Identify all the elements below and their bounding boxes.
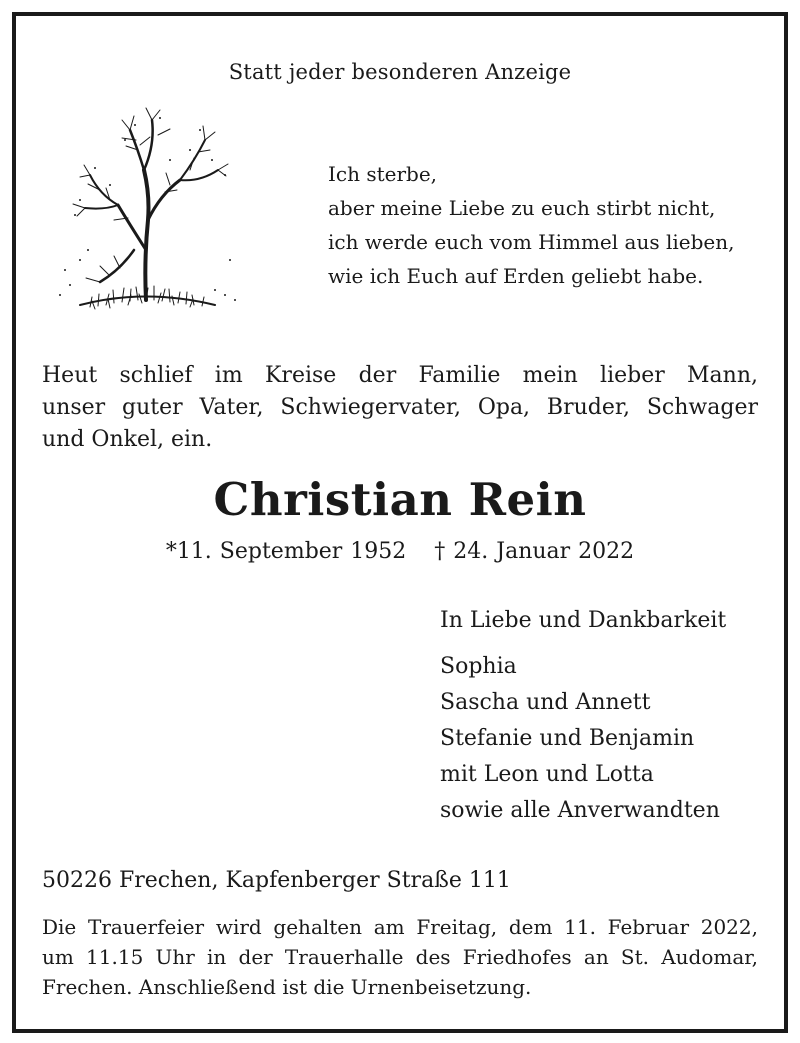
poem [328,157,734,293]
announcement-line: Heut schlief im Kreise der Familie mein lieber Mann, [42,363,758,388]
poem-line: ich werde euch vom Himmel aus lieben, [328,230,735,254]
birth-date: *11. September 1952 [165,539,407,564]
poem-line: Ich sterbe, [328,162,438,186]
deceased-name: Christian Rein [213,473,587,526]
bare-tree-icon [40,100,250,330]
mourner-name: mit Leon und Lotta [440,762,654,787]
mourner-name: Sophia [440,654,517,679]
announcement-text [42,360,758,456]
mourner-name: sowie alle Anverwandten [440,798,720,823]
service-line: um 11.15 Uhr in der Trauerhalle des Friedhofes an St. Audomar, [42,945,758,969]
announcement-line: und Onkel, ein. [42,427,213,452]
service-line: Die Trauerfeier wird gehalten am Freitag, dem 11. Februar 2022, [42,915,758,939]
service-line: Frechen. Anschließend ist die Urnenbeisetzung. [42,975,532,999]
mourner-name: Stefanie und Benjamin [440,726,695,751]
poem-line: wie ich Euch auf Erden geliebt habe. [328,264,704,288]
life-dates [0,539,800,564]
family-address: 50226 Frechen, Kapfenberger Straße 111 [42,868,511,893]
announcement-line: unser guter Vater, Schwiegervater, Opa, Bruder, Schwager [42,395,758,420]
notice-heading: Statt jeder besonderen Anzeige [228,60,572,84]
funeral-service-info [42,912,758,1002]
mourner-name: Sascha und Annett [440,690,651,715]
death-date: † 24. Januar 2022 [434,539,635,564]
mourners-block [440,603,726,829]
thanks-line: In Liebe und Dankbarkeit [440,608,727,633]
poem-line: aber meine Liebe zu euch stirbt nicht, [328,196,716,220]
